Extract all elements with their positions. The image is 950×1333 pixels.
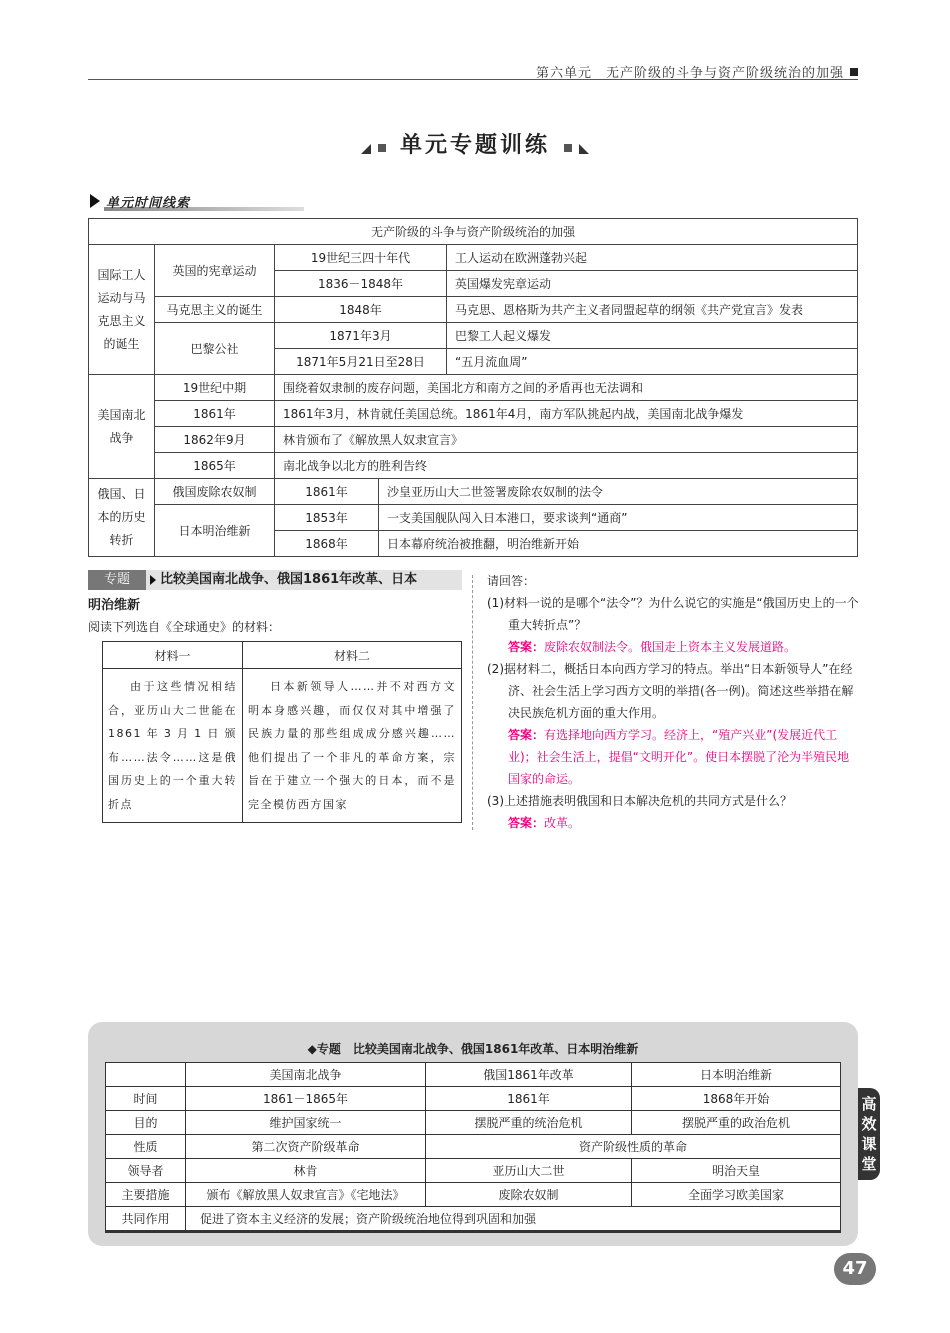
triangle-left-icon: [361, 144, 371, 154]
time-cell: 1868年: [275, 531, 379, 557]
answer-1: [487, 636, 859, 658]
side-tab: [858, 1088, 880, 1180]
summary-title: ◆专题 比较美国南北战争、俄国1861年改革、日本明治维新: [307, 1042, 639, 1056]
answer-3: [487, 812, 859, 834]
square-icon: [378, 144, 386, 152]
material-two-header: 材料二: [243, 642, 462, 669]
question-3: (3)上述措施表明俄国和日本解决危机的共同方式是什么？: [487, 794, 793, 808]
triangle-right-icon: [579, 144, 589, 154]
time-cell: 1848年: [275, 297, 447, 323]
event-cell: 围绕着奴隶制的废存问题，美国北方和南方之间的矛盾再也无法调和: [275, 375, 858, 401]
time-cell: 1836－1848年: [275, 271, 447, 297]
cell: 亚历山大二世: [426, 1159, 632, 1183]
special-topic-tag: [88, 570, 462, 590]
header-square-icon: [850, 68, 858, 76]
row-label: 共同作用: [106, 1207, 186, 1232]
time-cell: 1871年3月: [275, 323, 447, 349]
cell: 摆脱严重的政治危机: [632, 1111, 841, 1135]
event-cell: 巴黎工人起义爆发: [447, 323, 858, 349]
column-header: 日本明治维新: [632, 1063, 841, 1087]
cell: 促进了资本主义经济的发展；资产阶级统治地位得到巩固和加强: [186, 1207, 841, 1232]
time-cell: 1862年9月: [155, 427, 275, 453]
time-cell: 1871年5月21日至28日: [275, 349, 447, 375]
subtopic-cell: 俄国废除农奴制: [155, 479, 275, 505]
cell: 1861年: [426, 1087, 632, 1111]
time-cell: 1865年: [155, 453, 275, 479]
page-number: 47: [834, 1253, 876, 1285]
event-cell: 英国爆发宪章运动: [447, 271, 858, 297]
column-header: 俄国1861年改革: [426, 1063, 632, 1087]
cell: 废除农奴制: [426, 1183, 632, 1207]
cell: 1868年开始: [632, 1087, 841, 1111]
material-one-header: 材料一: [103, 642, 243, 669]
event-cell: 日本幕府统治被推翻，明治维新开始: [379, 531, 858, 557]
time-cell: 1853年: [275, 505, 379, 531]
event-cell: 一支美国舰队闯入日本港口，要求谈判“通商”: [379, 505, 858, 531]
row-label: 时间: [106, 1087, 186, 1111]
subtopic-cell: 马克思主义的诞生: [155, 297, 275, 323]
cell: 资产阶级性质的革命: [426, 1135, 841, 1159]
side-tab-char: 效: [861, 1115, 877, 1133]
subtopic-cell: 英国的宪章运动: [155, 245, 275, 297]
cell: 摆脱严重的统治危机: [426, 1111, 632, 1135]
question-2: (2)据材料二，概括日本向西方学习的特点。举出“日本新领导人”在经济、社会生活上学习西方文明的举措(各一例)。简述这些举措在解决民族危机方面的重大作用。: [487, 662, 854, 720]
answer-text: 有选择地向西方学习。经济上，“殖产兴业”(发展近代工业)；社会生活上，提倡“文明开化”。使日本摆脱了沦为半殖民地国家的命运。: [508, 728, 850, 786]
cell: 维护国家统一: [186, 1111, 426, 1135]
material-two-text: 日本新领导人……并不对西方文明本身感兴趣，而仅仅对其中增强了民族力量的那些组成成分感兴趣……他们提出了一个非凡的革命方案，宗旨在于建立一个强大的日本，而不是完全模仿西方国家: [243, 669, 462, 823]
row-label: 主要措施: [106, 1183, 186, 1207]
special-title-continued: 明治维新: [88, 598, 141, 613]
page-title: [0, 128, 950, 159]
event-cell: 工人运动在欧洲蓬勃兴起: [447, 245, 858, 271]
page-title-text: 单元专题训练: [399, 133, 550, 158]
material-one-text: 由于这些情况相结合，亚历山大二世能在1861年3月1日颁布……法令……这是俄国历史上的一个重大转折点: [103, 669, 243, 823]
side-tab-char: 课: [861, 1135, 877, 1153]
arrow-right-icon: [90, 194, 100, 208]
questions-prompt: 请回答：: [487, 574, 536, 588]
cell: 第二次资产阶级革命: [186, 1135, 426, 1159]
timeline-section-tag: [90, 192, 350, 210]
event-cell: 1861年3月，林肯就任美国总统。1861年4月，南方军队挑起内战，美国南北战争爆发: [275, 401, 858, 427]
event-cell: 南北战争以北方的胜利告终: [275, 453, 858, 479]
special-title: 比较美国南北战争、俄国1861年改革、日本: [160, 572, 418, 587]
materials-table: [102, 641, 462, 823]
questions-block: [487, 570, 859, 834]
running-header: 第六单元 无产阶级的斗争与资产阶级统治的加强: [536, 62, 858, 81]
column-divider: [472, 575, 473, 830]
cell: 林肯: [186, 1159, 426, 1183]
summary-table: [105, 1062, 841, 1233]
event-cell: 沙皇亚历山大二世签署废除农奴制的法令: [379, 479, 858, 505]
square-icon: [564, 144, 572, 152]
cell: 明治天皇: [632, 1159, 841, 1183]
side-tab-char: 高: [861, 1095, 877, 1113]
header-rule: [88, 79, 858, 80]
cell: 颁布《解放黑人奴隶宣言》《宅地法》: [186, 1183, 426, 1207]
arrow-right-icon: [150, 575, 156, 585]
cell: 1861－1865年: [186, 1087, 426, 1111]
timeline-table: [88, 218, 858, 557]
timeline-heading: 无产阶级的斗争与资产阶级统治的加强: [89, 219, 858, 245]
event-cell: “五月流血周”: [447, 349, 858, 375]
event-cell: 马克思、恩格斯为共产主义者同盟起草的纲领《共产党宣言》发表: [447, 297, 858, 323]
time-cell: 1861年: [275, 479, 379, 505]
answer-2: [487, 724, 859, 790]
row-label: 目的: [106, 1111, 186, 1135]
column-header: 美国南北战争: [186, 1063, 426, 1087]
row-label: 性质: [106, 1135, 186, 1159]
cell: 全面学习欧美国家: [632, 1183, 841, 1207]
timeline-tag-label: 单元时间线索: [106, 196, 191, 211]
corner-cell: [106, 1063, 186, 1087]
answer-text: 改革。: [544, 816, 581, 830]
side-tab-char: 堂: [861, 1155, 877, 1173]
answer-label: 答案：: [508, 640, 545, 654]
answer-label: 答案：: [508, 816, 545, 830]
event-cell: 林肯颁布了《解放黑人奴隶宣言》: [275, 427, 858, 453]
group-label: 美国南北战争: [89, 375, 155, 479]
subtopic-cell: 巴黎公社: [155, 323, 275, 375]
group-label: 俄国、日本的历史转折: [89, 479, 155, 557]
row-label: 领导者: [106, 1159, 186, 1183]
reading-intro: 阅读下列选自《全球通史》的材料：: [88, 620, 281, 634]
answer-label: 答案：: [508, 728, 545, 742]
special-tag-label: 专题: [88, 570, 146, 590]
time-cell: 19世纪三四十年代: [275, 245, 447, 271]
group-label: 国际工人运动与马克思主义的诞生: [89, 245, 155, 375]
answer-text: 废除农奴制法令。俄国走上资本主义发展道路。: [544, 640, 797, 654]
time-cell: 19世纪中期: [155, 375, 275, 401]
question-1: (1)材料一说的是哪个“法令”？为什么说它的实施是“俄国历史上的一个重大转折点”？: [487, 596, 859, 632]
subtopic-cell: 日本明治维新: [155, 505, 275, 557]
time-cell: 1861年: [155, 401, 275, 427]
